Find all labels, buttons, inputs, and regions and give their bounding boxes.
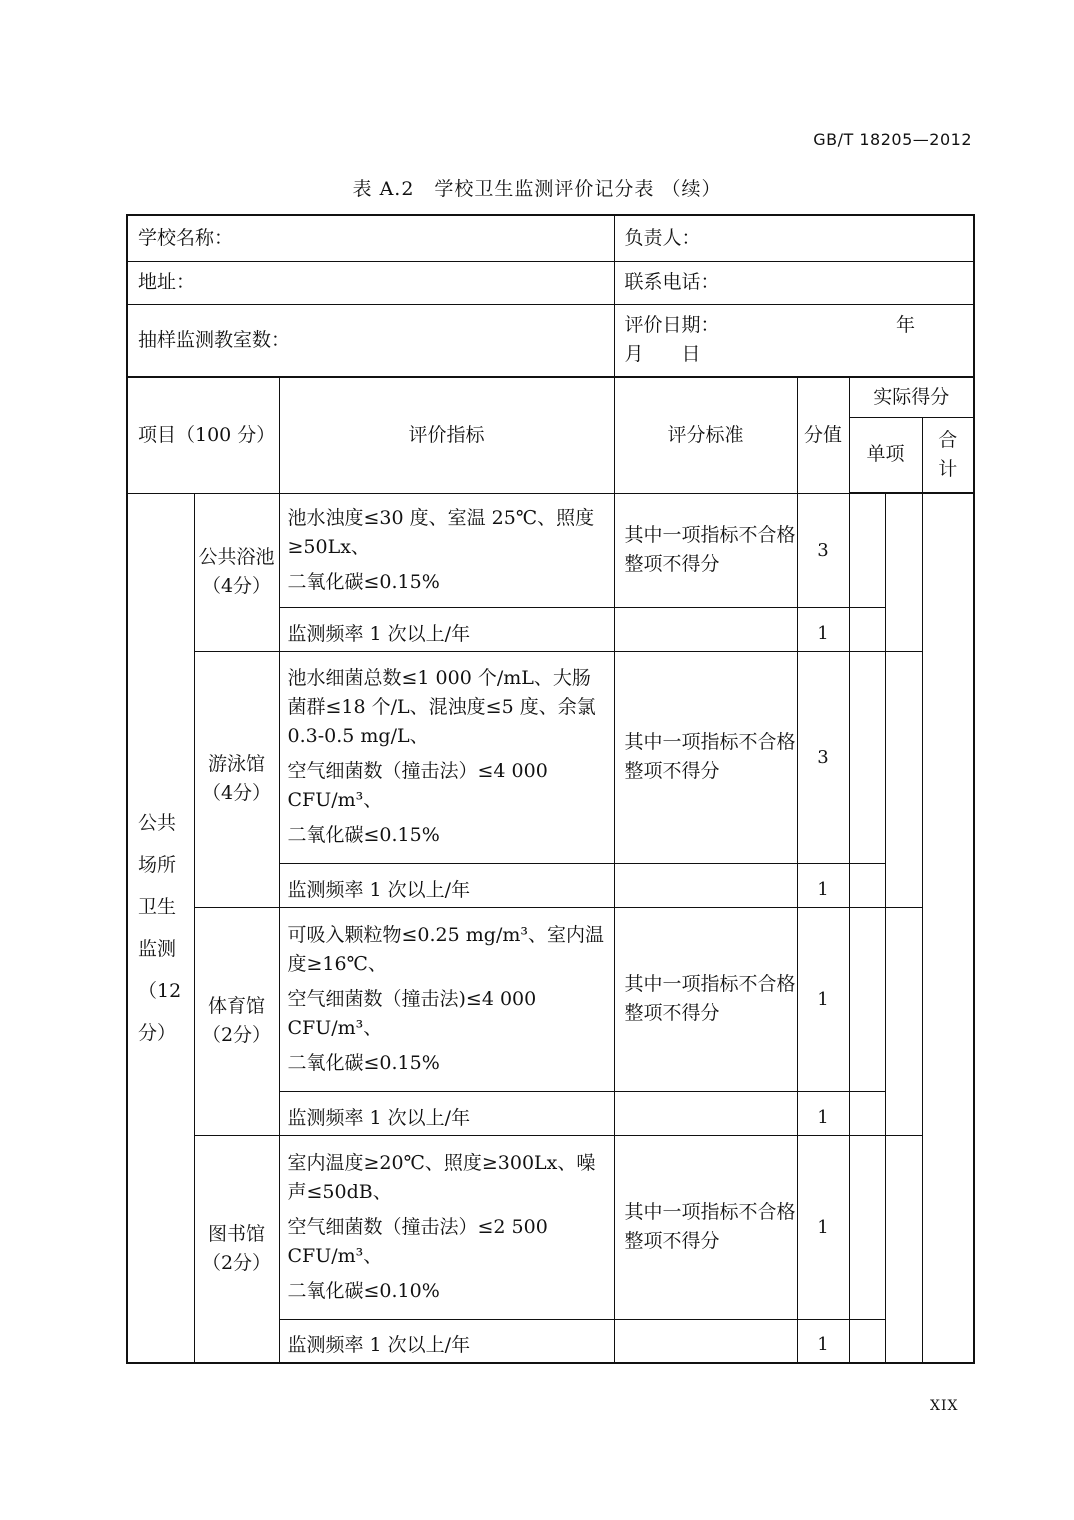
classrooms-label: 抽样监测教室数： [138,328,291,351]
school-name-cell [127,215,614,261]
classrooms-cell [127,304,614,377]
standard-cell [614,1319,797,1363]
score-cell: 3 [797,493,849,607]
venue-name: 游泳馆（4分） [194,651,279,907]
col-single: 单项 [849,417,922,493]
single-score-cell [849,493,885,607]
indicator-line: 二氧化碳≤0.15% [287,824,440,846]
standard-cell: 其中一项指标不合格整项不得分 [614,493,797,607]
single-score-cell [849,651,885,863]
frequency-score: 1 [797,607,849,651]
standard-cell: 其中一项指标不合格整项不得分 [614,1135,797,1319]
venue-name: 公共浴池（4分） [194,493,279,651]
single-score-cell [849,863,885,907]
eval-date-cell [614,304,974,377]
indicator-line: 二氧化碳≤0.15% [287,1051,440,1074]
col-actual: 实际得分 [849,377,974,417]
year-label: 年 [895,314,915,337]
frequency-score: 1 [797,863,849,907]
single-score-cell [885,907,922,1135]
indicator-line: 空气细菌数（撞击法）≤4 000 CFU/m³、 [287,760,548,811]
score-cell: 3 [797,651,849,863]
standard-cell [614,863,797,907]
col-score: 分值 [797,377,849,493]
indicator-cell [279,493,614,607]
phone-label: 联系电话： [624,271,720,293]
frequency-score: 1 [797,1091,849,1135]
single-score-cell [849,907,885,1091]
indicator-line: 二氧化碳≤0.10% [287,1279,440,1302]
score-cell: 1 [797,1135,849,1319]
frequency-cell: 监测频率 1 次以上/年 [279,1319,614,1363]
score-cell: 1 [797,907,849,1091]
venue-name: 体育馆（2分） [194,907,279,1135]
standard-cell [614,1091,797,1135]
single-score-cell [849,1319,885,1363]
standard-cell [614,607,797,651]
standard-number: GB/T 18205—2012 [813,130,972,149]
month-day-label: 月 日 [624,343,701,366]
page-number: XIX [930,1398,959,1414]
indicator-line: 池水细菌总数≤1 000 个/mL、大肠菌群≤18 个/L、混浊度≤5 度、余氯 0.3-0.5 mg/L、 [287,667,596,747]
address-cell [127,261,614,304]
indicator-cell [279,1135,614,1319]
single-score-cell [849,1135,885,1319]
standard-cell: 其中一项指标不合格整项不得分 [614,651,797,863]
responsible-cell [614,215,974,261]
indicator-line: 空气细菌数（撞击法)≤4 000 CFU/m³、 [287,987,537,1039]
eval-date-label: 评价日期： [624,314,720,337]
frequency-cell: 监测频率 1 次以上/年 [279,607,614,651]
standard-cell: 其中一项指标不合格整项不得分 [614,907,797,1091]
indicator-line: 可吸入颗粒物≤0.25 mg/m³、室内温度≥16℃、 [287,923,604,975]
phone-cell [614,261,974,304]
school-name-label: 学校名称： [138,226,234,249]
responsible-label: 负责人： [624,226,701,249]
indicator-line: 二氧化碳≤0.15% [287,570,440,593]
total-score-cell [922,493,974,1363]
venue-name: 图书馆（2分） [194,1135,279,1363]
indicator-cell [279,651,614,863]
col-indicator: 评价指标 [279,377,614,493]
indicator-line: 池水浊度≤30 度、室温 25℃、照度≥50Lx、 [287,506,595,558]
indicator-line: 空气细菌数（撞击法）≤2 500 CFU/m³、 [287,1215,548,1267]
frequency-cell: 监测频率 1 次以上/年 [279,863,614,907]
single-score-cell [885,493,922,651]
col-standard: 评分标准 [614,377,797,493]
single-score-cell [885,1135,922,1363]
frequency-cell: 监测频率 1 次以上/年 [279,1091,614,1135]
indicator-line: 室内温度≥20℃、照度≥300Lx、噪声≤50dB、 [287,1151,596,1203]
frequency-score: 1 [797,1319,849,1363]
address-label: 地址： [138,271,196,293]
col-total: 合计 [922,417,974,493]
indicator-cell [279,907,614,1091]
single-score-cell [849,1091,885,1135]
evaluation-table [126,214,975,1364]
col-item: 项目（100 分） [127,377,279,493]
table-caption: 表 A.2 学校卫生监测评价记分表 （续） [352,178,722,200]
single-score-cell [849,607,885,651]
single-score-cell [885,651,922,907]
category-cell: 公共场所卫生监测（12分） [127,493,194,1363]
